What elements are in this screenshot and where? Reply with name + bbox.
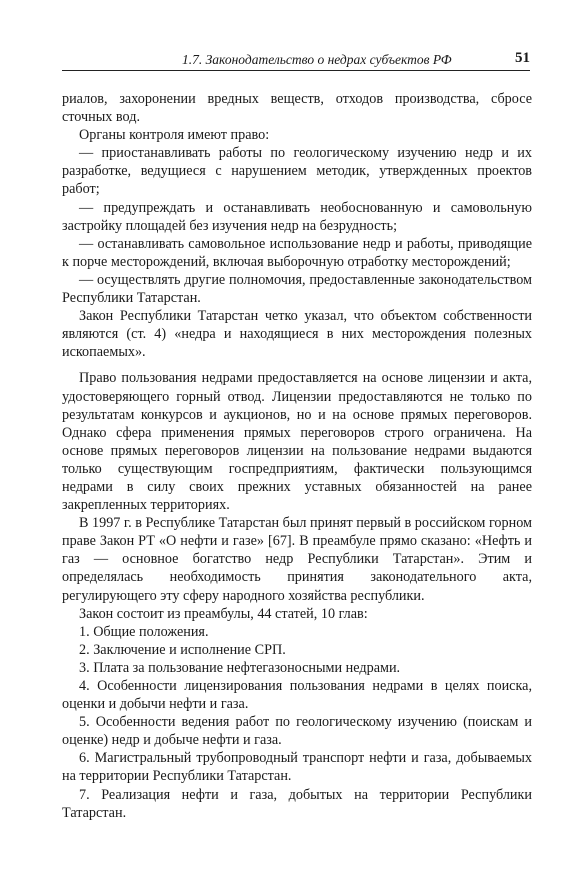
chapter-item-5: 5. Особенности ведения работ по геологическому изучению (поискам и оценке) недр и добыче нефти и газа. bbox=[62, 714, 532, 749]
paragraph-continuation: риалов, захоронении вредных веществ, отходов производства, сбросе сточных вод. bbox=[62, 91, 532, 126]
running-header bbox=[62, 50, 530, 71]
paragraph-control-rights-intro: Органы контроля имеют право: bbox=[79, 127, 270, 144]
chapter-item-7: 7. Реализация нефти и газа, добытых на территории Республики Татарстан. bbox=[62, 786, 532, 821]
page-number: 51 bbox=[515, 50, 530, 66]
page-body bbox=[62, 90, 532, 822]
paragraph-ownership: Закон Республики Татарстан четко указал, что объектом собственности являются (ст. 4) «недра и находящиеся в них месторождения полезных ископаемых». bbox=[62, 308, 532, 361]
list-item-other-powers: — осуществлять другие полномочия, предоставленные законодательством Республики Татарстан. bbox=[62, 271, 532, 307]
list-item-stop-unauthorized-use: — останавливать самовольное использование недр и работы, приводящие к порче месторождений, включая выборочную отработку месторождений; bbox=[62, 235, 532, 270]
chapter-item-6: 6. Магистральный трубопроводный транспорт нефти и газа, добываемых на территории Республики Татарстан. bbox=[62, 750, 532, 785]
chapter-item-4: 4. Особенности лицензирования пользования недрами в целях поиска, оценки и добычи нефти и газа. bbox=[62, 678, 532, 713]
running-title: 1.7. Законодательство о недрах субъектов РФ bbox=[182, 52, 452, 67]
list-item-prevent-construction: — предупреждать и останавливать необоснованную и самовольную застройку площадей без изучения недр на безрудность; bbox=[62, 199, 532, 234]
chapter-item-3: 3. Плата за пользование нефтегазоносными недрами. bbox=[79, 659, 401, 676]
paragraph-subsoil-use-rights: Право пользования недрами предоставляется на основе лицензии и акта, удостоверяющего горный отвод. Лицензии предоставляются не только по результатам конкурсов и аукционов, но и на основе прямых переговоров. Однако сфера применения прямых переговоров строго ограничена. На основе прямых переговоров лицензии на пользование недрами выдаются только существующим госпредприятиям, фактически пользующимся недрами в силу своих прежних уставных обязанностей на ранее закрепленных территориях. bbox=[62, 370, 532, 514]
chapter-item-1: 1. Общие положения. bbox=[79, 623, 209, 640]
paragraph-law-structure: Закон состоит из преамбулы, 44 статей, 10 глав: bbox=[79, 605, 368, 622]
chapter-item-2: 2. Заключение и исполнение СРП. bbox=[79, 641, 286, 658]
list-item-suspend-works: — приостанавливать работы по геологическому изучению недр и их разработке, ведущиеся с нарушением методик, утвержденных проектов работ; bbox=[62, 145, 532, 198]
paragraph-oil-gas-law-1997: В 1997 г. в Республике Татарстан был принят первый в российском горном праве Закон РТ «О нефти и газе» [67]. В преамбуле прямо сказано: «Нефть и газ — основное богатство недр Республики Татарстан». Этим и определялась необходимость принятия законодательного акта, регулирующего эту сферу народного хозяйства республики. bbox=[62, 515, 532, 604]
